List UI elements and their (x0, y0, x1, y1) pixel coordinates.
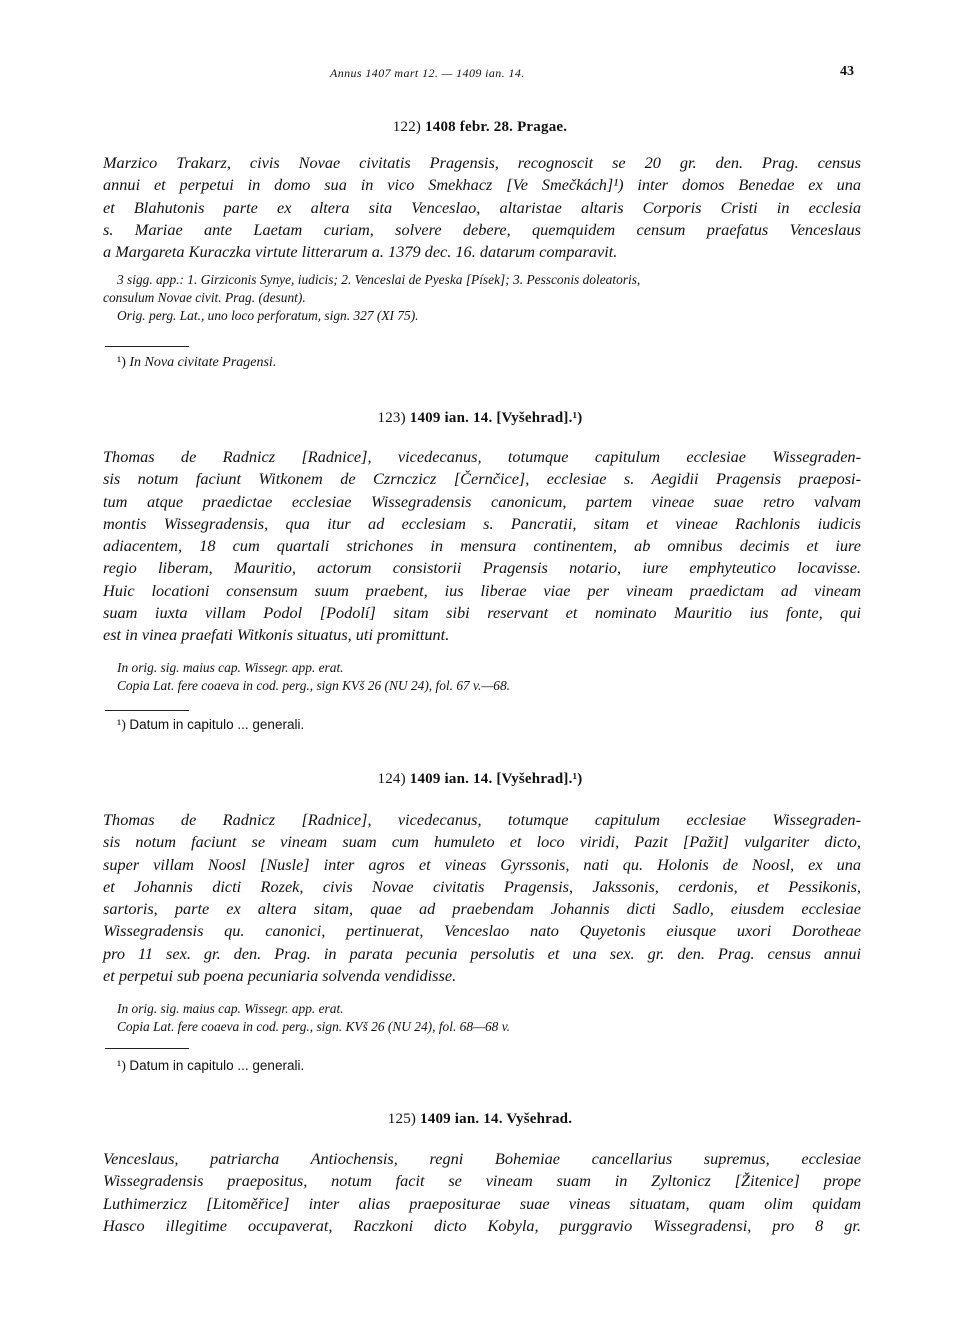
footnote-124 (117, 1057, 304, 1076)
body-line: super villam Noosl [Nusle] inter agros et vineas Gyrssonis, nati qu. Holonis de Noosl, ex una (103, 854, 861, 874)
footnote-text: Datum in capitulo ... generali. (129, 717, 305, 732)
entry-date-place: 1409 ian. 14. [Vyšehrad].¹) (409, 771, 583, 787)
body-line: Wissegradensis qu. canonici, pertinuerat, Venceslao nato Quyetonis eiusque uxori Dorotheae (103, 921, 861, 941)
entry-date-place: 1408 febr. 28. Pragae. (425, 119, 568, 135)
body-line: pro 11 sex. gr. den. Prag. in parata pecunia persolutis et una sex. gr. den. Prag. census annui (103, 943, 861, 963)
page-number: 43 (840, 64, 854, 79)
footnote-rule (105, 710, 189, 711)
body-line: s. Mariae ante Laetam curiam, solvere debere, quemquidem censum praefatus Venceslaus (103, 219, 861, 239)
body-line: Thomas de Radnicz [Radnice], vicedecanus, totumque capitulum ecclesiae Wissegraden- (103, 447, 861, 466)
footnote-mark: ¹) (117, 718, 126, 733)
body-line: sis notum faciunt se vineam suam cum humuleto et loco viridi, Pazit [Pažit] vulgariter dicto, (103, 832, 861, 852)
footnote-mark: ¹) (117, 355, 126, 370)
footnote-mark: ¹) (117, 1059, 126, 1074)
body-line: tum atque praedictae ecclesiae Wissegradensis canonicum, partem vineae suae retro valvam (103, 491, 861, 511)
body-line: Marzico Trakarz, civis Novae civitatis Pragensis, recognoscit se 20 gr. den. Prag. census (103, 153, 861, 172)
body-line: est in vinea praefati Witkonis situatus, uti promittunt. (103, 625, 450, 645)
footnote-text: In Nova civitate Pragensi. (129, 355, 277, 370)
body-line: sartoris, parte ex altera sitam, quae ad praebendam Johannis dicti Sadlo, eiusdem ecclesiae (103, 899, 861, 919)
entry-body-124 (103, 809, 861, 987)
body-line: Huic locationi consensum suum praebent, ius liberae viae per vineam praedictam ad vineam (103, 580, 861, 600)
body-line: Hasco illegitime occupaverat, Raczkoni dicto Kobyla, purggravio Wissegradensi, pro 8 gr. (103, 1215, 861, 1235)
body-line: suam iuxta villam Podol [Podolí] sitam sibi reservant et nominato Mauritio ius fonte, qui (103, 603, 861, 623)
footnote-text: Datum in capitulo ... generali. (129, 1058, 305, 1073)
body-line: et Blahutonis parte ex altera sita Venceslao, altaristae altaris Corporis Cristi in ecclesia (103, 197, 861, 217)
note-line: consulum Novae civit. Prag. (desunt). (103, 290, 306, 306)
footnote-rule (105, 1048, 189, 1049)
entry-notes-123 (117, 659, 877, 695)
note-line: Copia Lat. fere coaeva in cod. perg., sign KVš 26 (NU 24), fol. 67 v.—68. (117, 678, 511, 694)
entry-number: 124) (377, 771, 406, 787)
note-line: Orig. perg. Lat., uno loco perforatum, sign. 327 (XI 75). (117, 308, 419, 324)
running-head: Annus 1407 mart 12. — 1409 ian. 14. (330, 66, 525, 80)
body-line: et Johannis dicti Rozek, civis Novae civitatis Pragensis, Jakssonis, cerdonis, et Pessikonis, (103, 876, 861, 896)
body-line: et perpetui sub poena pecuniaria solvenda vendidisse. (103, 966, 457, 986)
entry-heading-122 (0, 119, 960, 136)
entry-heading-123 (0, 410, 960, 427)
body-line: Thomas de Radnicz [Radnice], vicedecanus, totumque capitulum ecclesiae Wissegraden- (103, 810, 861, 829)
footnote-rule (105, 346, 189, 347)
footnote-122 (117, 354, 276, 372)
note-line: 3 sigg. app.: 1. Girziconis Synye, iudicis; 2. Venceslai de Pyeska [Písek]; 3. Pessconis doleatoris, (117, 272, 641, 287)
body-line: a Margareta Kuraczka virtute litterarum a. 1379 dec. 16. datarum comparavit. (103, 242, 618, 262)
body-line: regio liberam, Mauritio, actorum consistorii Pragensis notario, iure emphyteutico locavisse. (103, 558, 861, 578)
body-line: sis notum faciunt Witkonem de Czrnczicz [Černčice], ecclesiae s. Aegidii Pragensis praeposi- (103, 469, 861, 489)
body-line: Venceslaus, patriarcha Antiochensis, regni Bohemiae cancellarius supremus, ecclesiae (103, 1149, 861, 1168)
body-line: Wissegradensis praepositus, notum facit se vineam suam in Zyltonicz [Žitenice] prope (103, 1171, 861, 1191)
body-line: montis Wissegradensis, qua itur ad ecclesiam s. Pancratii, sitam et vineae Rachlonis iudicis (103, 513, 861, 533)
body-line: annui et perpetui in domo sua in vico Smekhacz [Ve Smečkách]¹) inter domos Benedae ex una (103, 175, 861, 195)
entry-number: 125) (387, 1111, 417, 1127)
entry-body-125 (103, 1148, 861, 1237)
entry-heading-124 (0, 771, 960, 788)
entry-date-place: 1409 ian. 14. [Vyšehrad].¹) (409, 410, 583, 426)
entry-body-122 (103, 152, 861, 263)
note-line: In orig. sig. maius cap. Wissegr. app. erat. (117, 1001, 344, 1016)
entry-number: 123) (377, 410, 406, 426)
entry-notes-122 (103, 271, 877, 326)
footnote-123 (117, 716, 304, 735)
body-line: adiacentem, 18 cum quartali strichones in mensura continentem, ab omnibus decimis et iure (103, 536, 861, 556)
entry-heading-125 (0, 1111, 960, 1128)
body-line: Luthimerzicz [Litoměřice] inter alias praepositurae suae vineas situatam, quam olim quidam (103, 1193, 861, 1213)
note-line: Copia Lat. fere coaeva in cod. perg., sign. KVš 26 (NU 24), fol. 68—68 v. (117, 1019, 511, 1035)
entry-notes-124 (117, 1000, 877, 1036)
note-line: In orig. sig. maius cap. Wissegr. app. erat. (117, 660, 344, 675)
entry-date-place: 1409 ian. 14. Vyšehrad. (420, 1111, 573, 1127)
entry-number: 122) (392, 119, 422, 135)
entry-body-123 (103, 446, 861, 647)
